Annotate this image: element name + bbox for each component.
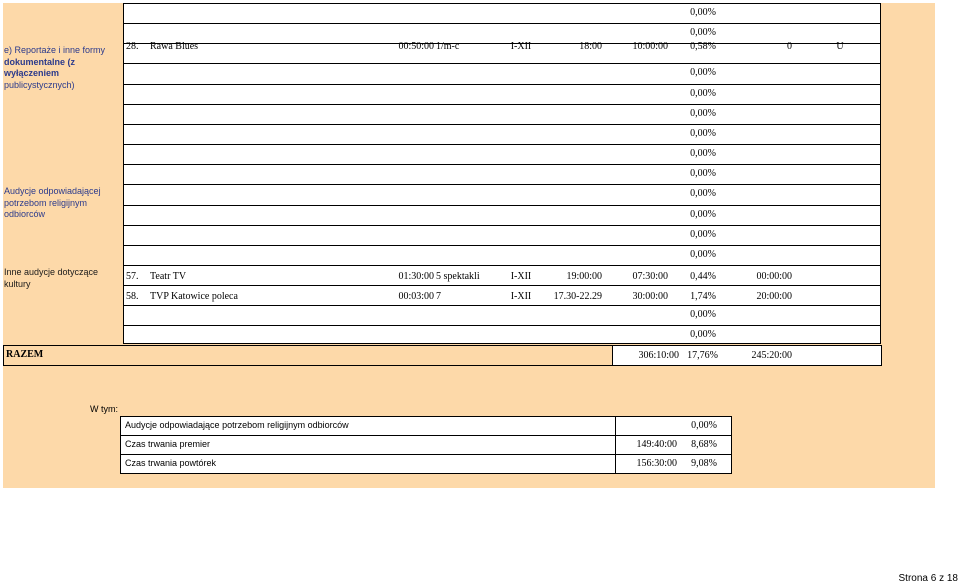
cell-no: 58. [126,291,139,302]
cell-freq: 1/m-c [436,41,460,52]
cell-total: 30:00:00 [632,291,668,302]
summary-label: Czas trwania premier [125,439,211,449]
cell-months: I-XII [510,291,532,302]
cell-freq: 5 spektakli [436,271,480,282]
cell-pct: 0,44% [690,271,716,282]
row-divider [123,305,881,306]
row-divider [123,124,881,125]
row-divider [123,325,881,326]
cell-total: 10:00:00 [632,41,668,52]
cell-pct: 0,00% [690,309,716,320]
cell-duration: 00:03:00 [398,291,434,302]
cell-pct: 0,00% [690,7,716,18]
cell-no: 28. [126,41,139,52]
cell-pct: 0,00% [690,229,716,240]
row-divider [123,104,881,105]
cell-pct: 0,00% [690,168,716,179]
cell-time: 19:00:00 [566,271,602,282]
cell-flag: U [836,41,844,52]
cell-time: 18:00 [579,41,602,52]
row-divider [123,184,881,185]
cell-no: 57. [126,271,139,282]
w-tym-label: W tym: [90,404,118,414]
cell-title: TVP Katowice poleca [150,291,238,302]
category-label-line: e) Reportaże i inne formy [4,45,106,55]
razem-pct: 17,76% [687,350,718,361]
cell-duration: 01:30:00 [398,271,434,282]
summary-pct: 0,00% [691,420,717,431]
summary-total: 156:30:00 [636,458,677,469]
summary-row [121,455,731,473]
cell-pct: 0,00% [690,27,716,38]
cell-time: 17.30-22.29 [553,291,602,302]
row-divider [123,205,881,206]
summary-row [121,417,731,436]
summary-total: 149:40:00 [636,439,677,450]
category-label [4,186,122,221]
category-label-line: publicystycznych) [4,79,75,90]
cell-pct: 0,00% [690,128,716,139]
row-divider [123,285,881,286]
cell-pct: 0,00% [690,67,716,78]
summary-label: Audycje odpowiadające potrzebom religijnym odbiorców [125,420,349,430]
cell-title: Rawa Blues [150,41,199,52]
row-divider [123,343,881,344]
cell-pct: 0,00% [690,209,716,220]
summary-table [120,416,732,474]
row-divider [123,265,881,266]
cell-duration: 00:50:00 [398,41,434,52]
summary-pct: 9,08% [691,458,717,469]
row-divider [123,225,881,226]
razem-total: 306:10:00 [638,350,679,361]
summary-label: Czas trwania powtórek [125,458,217,468]
cell-pct: 0,00% [690,188,716,199]
cell-premiere: 00:00:00 [756,271,792,282]
page-number: Strona 6 z 18 [898,573,958,584]
cell-pct: 1,74% [690,291,716,302]
razem-label: RAZEM [6,349,44,360]
category-label [4,267,122,290]
cell-pct: 0,00% [690,88,716,99]
cell-freq: 7 [436,291,441,302]
cell-pct: 0,58% [690,41,716,52]
category-label-line: potrzebom religijnym [4,197,88,208]
cell-months: I-XII [510,271,532,282]
row-divider [123,63,881,64]
cell-pct: 0,00% [690,108,716,119]
row-divider [123,23,881,24]
razem-premiere: 245:20:00 [751,350,792,361]
category-label-line: Inne audycje dotyczące kultury [4,267,99,289]
category-label-line: Audycje odpowiadającej [4,186,101,196]
row-divider [123,164,881,165]
cell-total: 07:30:00 [632,271,668,282]
summary-pct: 8,68% [691,439,717,450]
row-divider [123,245,881,246]
cell-months: I-XII [510,41,532,52]
cell-premiere: 20:00:00 [756,291,792,302]
category-label-line: odbiorców [4,209,46,219]
cell-pct: 0,00% [690,249,716,260]
row-divider [123,144,881,145]
cell-premiere: 0 [787,41,792,52]
cell-pct: 0,00% [690,329,716,340]
category-label-line: dokumentalne (z wyłączeniem [4,56,76,78]
row-divider [123,84,881,85]
cell-title: Teatr TV [150,271,187,282]
summary-row [121,436,731,455]
category-label [4,45,122,91]
cell-pct: 0,00% [690,148,716,159]
